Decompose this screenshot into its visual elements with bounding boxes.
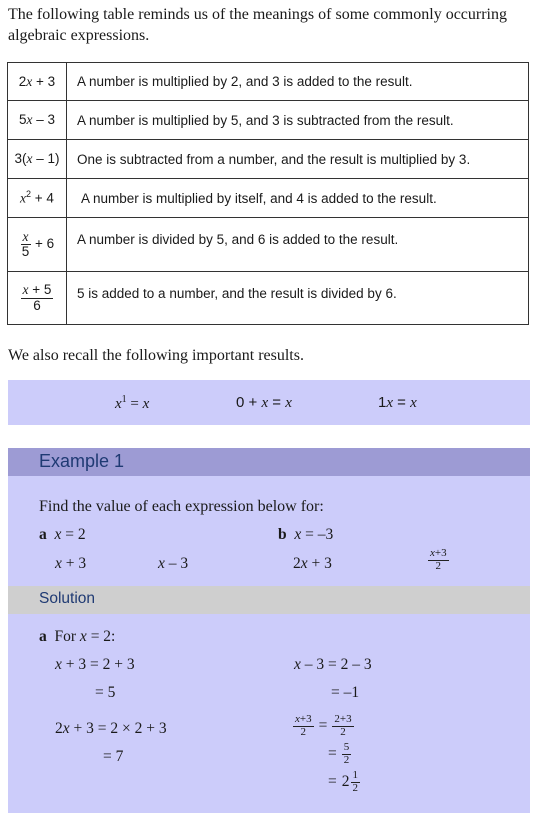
table-row	[8, 272, 529, 325]
step-6: = 2 $\frac{1}{2}$	[328, 769, 358, 794]
recall-text: We also recall the following important results.	[8, 347, 304, 364]
results-band	[8, 380, 530, 425]
step-3: 2x + 3 = 2 × 2 + 3	[55, 720, 167, 737]
table-row	[8, 140, 529, 179]
result-multiplicative-identity: 1x = x	[378, 394, 417, 411]
step-3-result: = 7	[103, 748, 124, 765]
expression-2: x – 3	[158, 555, 189, 572]
table-row	[8, 101, 529, 140]
part-a-condition: a x = 2	[39, 526, 86, 543]
expression-cell	[8, 272, 67, 325]
intro-text: The following table reminds us of the meanings of some commonly occurring algebraic expressions.	[8, 6, 507, 44]
expression-cell: $x^2 + 4$	[8, 179, 67, 218]
step-2-result: = –1	[331, 684, 360, 701]
table-row	[8, 63, 529, 101]
expression-cell: 2x + 3	[8, 63, 67, 101]
expression-cell: 5x – 3	[8, 101, 67, 140]
meaning-cell: A number is multiplied by itself, and 4 is added to the result.	[67, 179, 529, 218]
step-1-result: = 5	[95, 684, 116, 701]
solution-a-condition: a For x = 2:	[39, 628, 116, 645]
meaning-cell: A number is divided by 5, and 6 is added to the result.	[67, 218, 529, 272]
table-row	[8, 179, 529, 218]
example-prompt: Find the value of each expression below for:	[39, 498, 324, 515]
meaning-cell: A number is multiplied by 2, and 3 is added to the result.	[67, 63, 529, 101]
expression-4: $\frac{x+3}{2}$	[430, 547, 447, 572]
step-2: x – 3 = 2 – 3	[294, 656, 372, 673]
example-header	[8, 448, 530, 476]
solution-band	[8, 586, 530, 614]
meaning-cell: 5 is added to a number, and the result is divided by 6.	[67, 272, 529, 325]
example-box	[8, 448, 530, 813]
meaning-cell: A number is multiplied by 5, and 3 is subtracted from the result.	[67, 101, 529, 140]
fraction: $\frac{x + 5}{6}$	[22, 282, 52, 313]
step-1: x + 3 = 2 + 3	[55, 656, 135, 673]
result-additive-identity: 0 + x = x	[236, 394, 292, 411]
solution-title: Solution	[39, 590, 96, 607]
fraction: $\frac{x}{5}$	[21, 228, 30, 259]
table-row	[8, 218, 529, 272]
expression-1: x + 3	[55, 555, 87, 572]
example-title: Example 1	[39, 451, 125, 471]
expression-cell: $\frac{x}{5}$ + 6	[8, 218, 67, 272]
meaning-cell: One is subtracted from a number, and the result is multiplied by 3.	[67, 140, 529, 179]
expression-cell: 3(x – 1)	[8, 140, 67, 179]
step-5: = $\frac{5}{2}$	[328, 741, 350, 766]
part-b-condition: b x = –3	[278, 526, 334, 543]
expression-3: 2x + 3	[293, 555, 332, 572]
expressions-table	[7, 62, 529, 325]
step-4: $\frac{x+3}{2}$ = $\frac{2+3}{2}$	[295, 713, 352, 738]
result-identity-power: $x^1 = x$	[115, 394, 150, 412]
